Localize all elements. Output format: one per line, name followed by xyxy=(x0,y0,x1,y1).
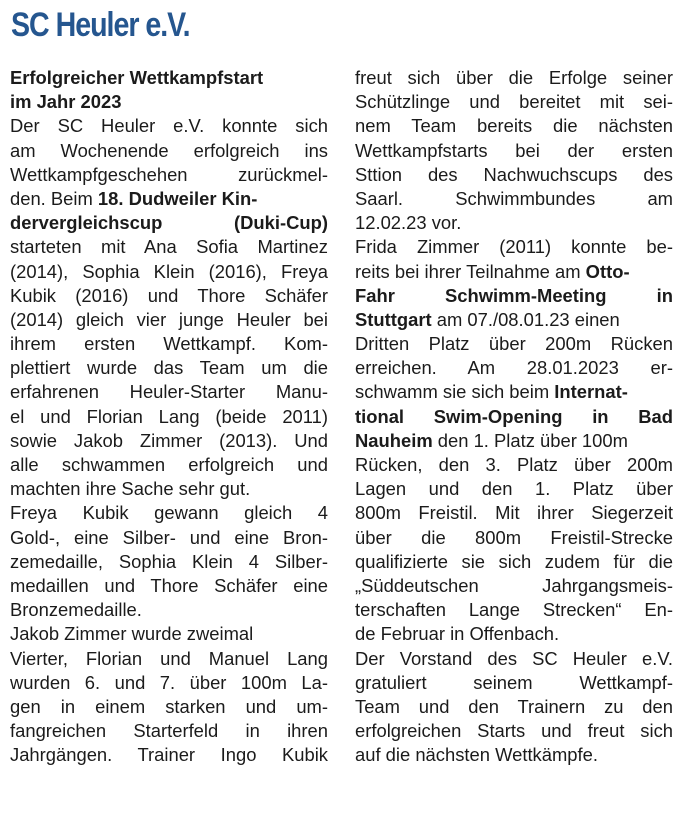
body-line: Saarl. Schwimmbundes am xyxy=(355,187,673,209)
body-line: el und Florian Lang (beide 2011) xyxy=(10,405,328,427)
body-line: Vierter, Florian und Manuel Lang xyxy=(10,647,328,669)
body-line: 800m Freistil. Mit ihrer Siegerzeit xyxy=(355,502,673,524)
event-name: 18. Dudweiler Kin- xyxy=(97,187,258,209)
body-line: de Februar in Offenbach. xyxy=(355,623,560,645)
body-line: ihrem ersten Wettkampf. Kom- xyxy=(10,333,328,355)
event-name: Nauheim xyxy=(355,429,433,451)
body-line: medaillen und Thore Schäfer eine xyxy=(10,574,328,596)
event-name: Otto- xyxy=(585,260,630,282)
event-name: Internat- xyxy=(554,381,628,403)
event-name: dervergleichscup (Duki-Cup) xyxy=(10,212,328,234)
body-line: Der SC Heuler e.V. konnte sich xyxy=(10,115,328,137)
body-line: Nauheim den 1. Platz über 100m xyxy=(355,429,628,451)
headline-line: Erfolgreicher Wettkampfstart xyxy=(10,67,264,88)
headline-line: im Jahr 2023 xyxy=(10,91,122,113)
body-line: Dritten Platz über 200m Rücken xyxy=(355,333,673,355)
body-line: Der Vorstand des SC Heuler e.V. xyxy=(355,647,673,669)
body-line: über die 800m Freistil-Strecke xyxy=(355,526,673,548)
body-line: auf die nächsten Wettkämpfe. xyxy=(355,744,598,766)
article-right-column xyxy=(355,66,673,767)
body-line: wurden 6. und 7. über 100m La- xyxy=(10,671,328,693)
event-name: Stuttgart xyxy=(355,308,432,330)
body-line: erfahrenen Heuler-Starter Manu- xyxy=(10,381,328,403)
body-line: Kubik (2016) und Thore Schäfer xyxy=(10,284,328,306)
body-line: erreichen. Am 28.01.2023 er- xyxy=(355,357,673,379)
body-line: plettiert wurde das Team um die xyxy=(10,357,328,379)
body-line: Jakob Zimmer wurde zweimal xyxy=(10,623,254,645)
body-line: terschaften Lange Strecken“ En- xyxy=(355,599,673,621)
body-line: Jahrgängen. Trainer Ingo Kubik xyxy=(10,744,328,766)
body-line: Wettkampfgeschehen zurückmel- xyxy=(10,163,328,185)
event-name: Fahr Schwimm-Meeting in xyxy=(355,284,673,306)
event-name: tional Swim-Opening in Bad xyxy=(355,405,673,427)
body-line: Lagen und den 1. Platz über xyxy=(355,478,673,500)
body-line: Stuttgart am 07./08.01.23 einen xyxy=(355,308,620,330)
body-line: den. Beim 18. Dudweiler Kin- xyxy=(10,187,258,209)
body-line: Wettkampfstarts bei der ersten xyxy=(355,139,673,161)
article-left-column xyxy=(10,66,328,767)
body-line: freut sich über die Erfolge seiner xyxy=(355,67,673,88)
body-line: 12.02.23 vor. xyxy=(355,212,462,234)
body-line: Frida Zimmer (2011) konnte be- xyxy=(355,236,673,258)
body-line: machten ihre Sache sehr gut. xyxy=(10,478,251,500)
body-line: am Wochenende erfolgreich ins xyxy=(10,139,328,161)
body-line: gratuliert seinem Wettkampf- xyxy=(355,671,673,693)
body-line: Team und den Trainern zu den xyxy=(355,695,673,717)
body-line: „Süddeutschen Jahrgangsmeis- xyxy=(355,574,673,596)
body-line: sowie Jakob Zimmer (2013). Und xyxy=(10,429,328,451)
body-line: zemedaille, Sophia Klein 4 Silber- xyxy=(10,550,328,572)
body-line: gen in einem starken und um- xyxy=(10,695,328,717)
body-line: reits bei ihrer Teilnahme am Otto- xyxy=(355,260,630,282)
body-line: Schützlinge und bereitet mit sei- xyxy=(355,91,673,113)
body-line: Freya Kubik gewann gleich 4 xyxy=(10,502,328,524)
body-line: fangreichen Starterfeld in ihren xyxy=(10,720,328,742)
body-line: alle schwammen erfolgreich und xyxy=(10,454,328,475)
body-line: (2014) gleich vier junge Heuler bei xyxy=(10,308,328,330)
body-line: schwamm sie sich beim Internat- xyxy=(355,381,628,403)
club-name-heading: SC Heuler e.V. xyxy=(11,6,190,44)
body-line: starteten mit Ana Sofia Martinez xyxy=(10,236,328,258)
body-line: Bronzemedaille. xyxy=(10,599,142,621)
body-line: Gold-, eine Silber- und eine Bron- xyxy=(10,526,328,548)
body-line: erfolgreichen Starts und freut sich xyxy=(355,720,673,742)
body-line: Rücken, den 3. Platz über 200m xyxy=(355,454,673,475)
body-line: qualifizierte sie sich zudem für die xyxy=(355,550,673,572)
body-line: (2014), Sophia Klein (2016), Freya xyxy=(10,260,328,282)
body-line: Sttion des Nachwuchscups des xyxy=(355,163,673,185)
body-line: nem Team bereits die nächsten xyxy=(355,115,673,137)
